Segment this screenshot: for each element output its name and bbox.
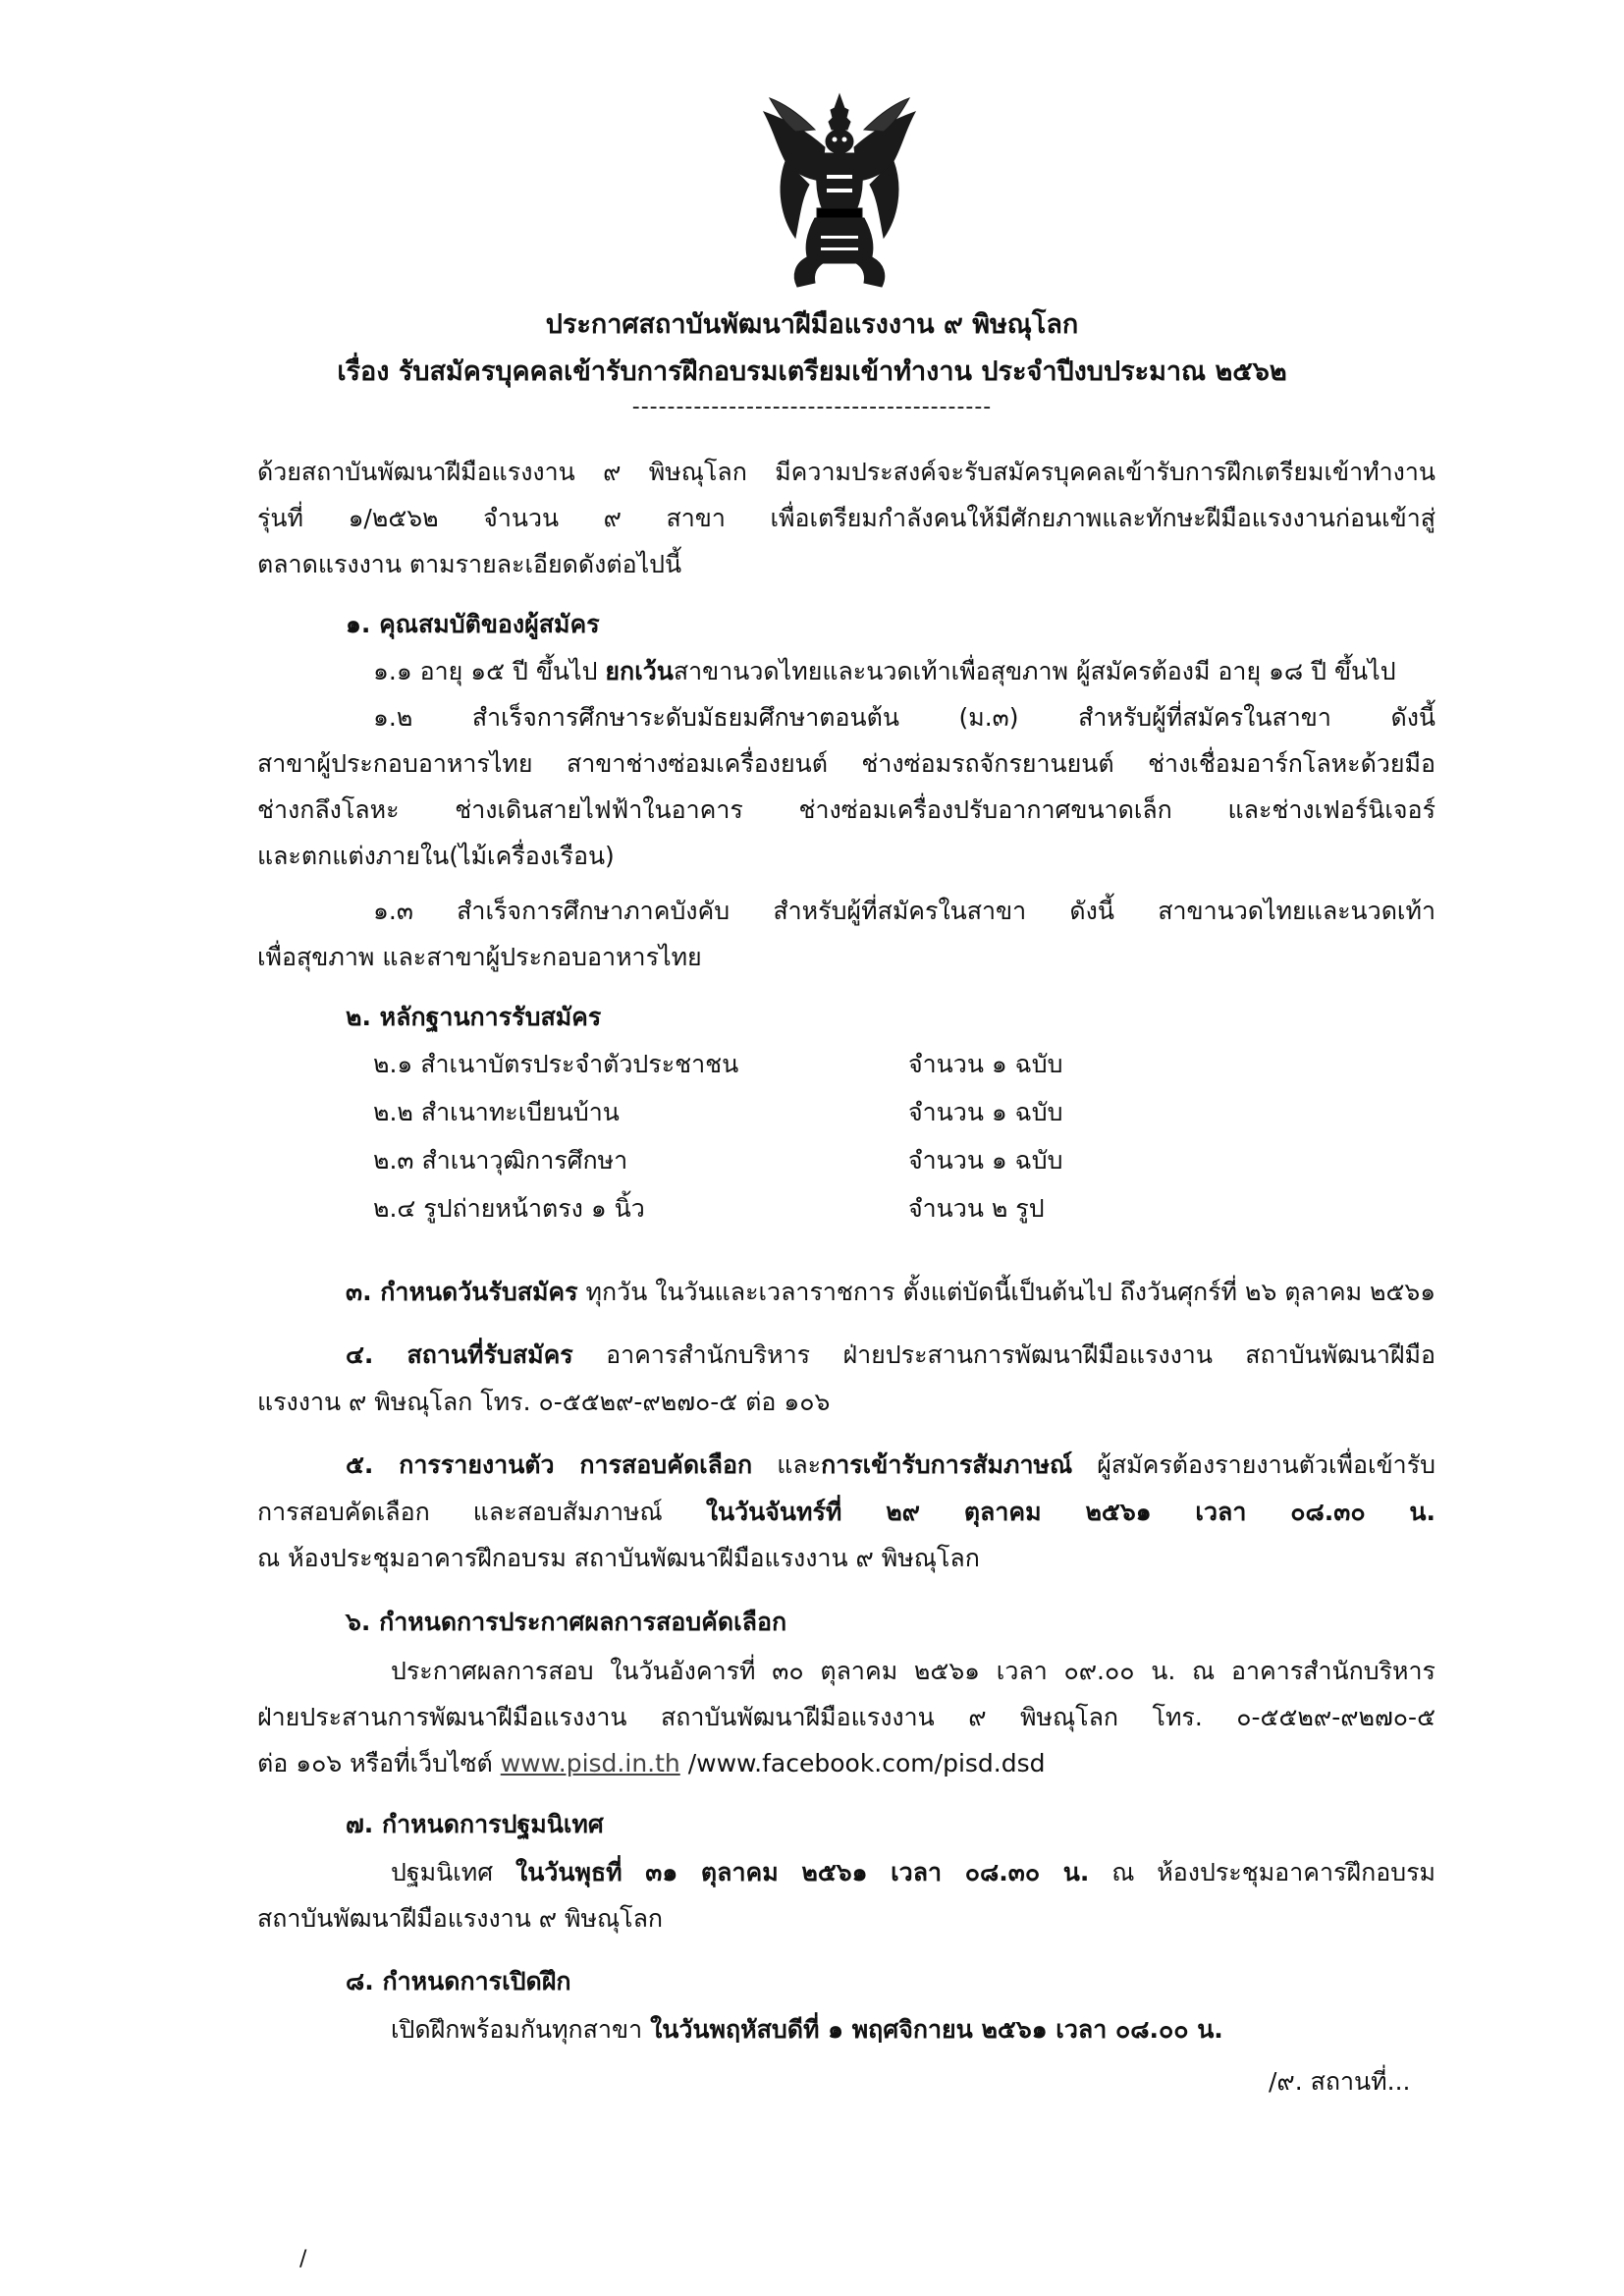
document-row	[373, 1141, 1119, 1180]
section-7-line-1a: ปฐมนิเทศ	[391, 1858, 516, 1886]
section-5-text: ผู้สมัครต้องรายงานตัวเพื่อเข้ารับ	[1072, 1450, 1435, 1479]
section-6-line-3a: ต่อ ๑๐๖ หรือที่เว็บไซต์	[257, 1749, 501, 1777]
document-row	[373, 1093, 1119, 1132]
section-4-line-2: แรงงาน ๙ พิษณุโลก โทร. ๐-๕๕๒๙-๙๒๗๐-๕ ต่อ ๑๐๖	[257, 1388, 831, 1416]
announcement-title: ประกาศสถาบันพัฒนาฝีมือแรงงาน ๙ พิษณุโลก	[545, 309, 1079, 340]
section-6-line-1: ประกาศผลการสอบ ในวันอังคารที่ ๓๐ ตุลาคม ๒๕๖๑ เวลา ๐๙.๐๐ น. ณ อาคารสำนักบริหาร	[391, 1657, 1435, 1685]
intro-line-2: รุ่นที่ ๑/๒๕๖๒ จำนวน ๙ สาขา เพื่อเตรียมกำลังคนให้มีศักยภาพและทักษะฝีมือแรงงานก่อนเข้าสู่	[257, 504, 1435, 532]
intro-line-1: ด้วยสถาบันพัฒนาฝีมือแรงงาน ๙ พิษณุโลก มีความประสงค์จะรับสมัครบุคคลเข้ารับการฝึกเตรียมเข้าทำงาน	[257, 458, 1435, 486]
section-8-line-1	[391, 2010, 1223, 2050]
section-3-text: ทุกวัน ในวันและเวลาราชการ ตั้งแต่บัดนี้เป็นต้นไป ถึงวันศุกร์ที่ ๒๖ ตุลาคม ๒๕๖๑	[577, 1278, 1436, 1306]
document-name: ๒.๒ สำเนาทะเบียนบ้าน	[373, 1098, 620, 1126]
section-1-item-2-line-2: สาขาผู้ประกอบอาหารไทย สาขาช่างซ่อมเครื่องยนต์ ช่างซ่อมรถจักรยานยนต์ ช่างเชื่อมอาร์กโลหะด้วยมือ	[257, 749, 1435, 778]
title-divider: -----------------------------------------	[631, 395, 993, 419]
page-continuation: /๙. สถานที่...	[1269, 2067, 1411, 2096]
section-5-and: และ	[752, 1450, 822, 1479]
section-8-line-1a: เปิดฝึกพร้อมกันทุกสาขา	[391, 2015, 651, 2044]
intro-line-3: ตลาดแรงงาน ตามรายละเอียดดังต่อไปนี้	[257, 550, 682, 578]
document-quantity: จำนวน ๑ ฉบับ	[908, 1098, 1063, 1126]
document-name: ๒.๑ สำเนาบัตรประจำตัวประชาชน	[373, 1050, 739, 1078]
section-5-line-3: ณ ห้องประชุมอาคารฝึกอบรม สถาบันพัฒนาฝีมือแรงงาน ๙ พิษณุโลก	[257, 1544, 980, 1572]
section-1-heading: ๑. คุณสมบัติของผู้สมัคร	[346, 610, 600, 638]
section-5-datetime: ในวันจันทร์ที่ ๒๙ ตุลาคม ๒๕๖๑ เวลา ๐๘.๓๐ น.	[705, 1498, 1436, 1526]
document-quantity: จำนวน ๑ ฉบับ	[908, 1050, 1063, 1078]
section-1-item-3-line-2: เพื่อสุขภาพ และสาขาผู้ประกอบอาหารไทย	[257, 943, 702, 971]
document-row	[373, 1189, 1119, 1229]
section-1-item-2-line-3: ช่างกลึงโลหะ ช่างเดินสายไฟฟ้าในอาคาร ช่างซ่อมเครื่องปรับอากาศขนาดเล็ก และช่างเฟอร์นิเจอร์	[257, 795, 1435, 824]
section-3	[346, 1273, 1435, 1312]
section-3-heading: ๓. กำหนดวันรับสมัคร	[346, 1278, 578, 1306]
item-1-1-exception: ยกเว้น	[605, 657, 674, 685]
document-quantity: จำนวน ๑ ฉบับ	[908, 1146, 1063, 1175]
item-1-1-text: ๑.๑ อายุ ๑๕ ปี ขึ้นไป	[373, 657, 606, 685]
document-quantity: จำนวน ๒ รูป	[908, 1194, 1045, 1223]
section-7-line-1c: ณ ห้องประชุมอาคารฝึกอบรม	[1089, 1858, 1436, 1886]
section-6-line-2: ฝ่ายประสานการพัฒนาฝีมือแรงงาน สถาบันพัฒนาฝีมือแรงงาน ๙ พิษณุโลก โทร. ๐-๕๕๒๙-๙๒๗๐-๕	[257, 1703, 1435, 1731]
section-1-item-3-line-1: ๑.๓ สำเร็จการศึกษาภาคบังคับ สำหรับผู้ที่สมัครในสาขา ดังนี้ สาขานวดไทยและนวดเท้า	[373, 897, 1435, 925]
section-5-line-2a: การสอบคัดเลือก และสอบสัมภาษณ์	[257, 1498, 706, 1526]
section-5-heading: ๕. การรายงานตัว การสอบคัดเลือก	[346, 1450, 753, 1479]
section-7-heading: ๗. กำหนดการปฐมนิเทศ	[346, 1810, 604, 1838]
section-5-line-2	[257, 1493, 1435, 1532]
section-1-item-2-line-4: และตกแต่งภายใน(ไม้เครื่องเรือน)	[257, 842, 615, 870]
section-1-item-2-line-1: ๑.๒ สำเร็จการศึกษาระดับมัธยมศึกษาตอนต้น (ม.๓) สำหรับผู้ที่สมัครในสาขา ดังนี้	[373, 703, 1435, 732]
section-7-datetime: ในวันพุธที่ ๓๑ ตุลาคม ๒๕๖๑ เวลา ๐๘.๓๐ น.	[515, 1858, 1090, 1886]
section-8-datetime: ในวันพฤหัสบดีที่ ๑ พฤศจิกายน ๒๕๖๑ เวลา ๐๘.๐๐ น.	[650, 2015, 1223, 2044]
section-4-text: อาคารสำนักบริหาร ฝ่ายประสานการพัฒนาฝีมือแรงงาน สถาบันพัฒนาฝีมือ	[572, 1340, 1436, 1369]
section-8-heading: ๘. กำหนดการเปิดฝึก	[346, 1967, 571, 1995]
section-4-heading: ๔. สถานที่รับสมัคร	[346, 1340, 573, 1369]
section-2-heading: ๒. หลักฐานการรับสมัคร	[346, 1003, 602, 1031]
document-name: ๒.๓ สำเนาวุฒิการศึกษา	[373, 1146, 628, 1175]
section-6-line-3	[257, 1744, 1046, 1783]
announcement-subject: เรื่อง รับสมัครบุคคลเข้ารับการฝึกอบรมเตรียมเข้าทำงาน ประจำปีงบประมาณ ๒๕๖๒	[337, 356, 1287, 387]
section-5-heading-2: การเข้ารับการสัมภาษณ์	[821, 1450, 1073, 1479]
facebook-link[interactable]: /www.facebook.com/pisd.dsd	[679, 1749, 1046, 1777]
section-7-line-2: สถาบันพัฒนาฝีมือแรงงาน ๙ พิษณุโลก	[257, 1904, 664, 1933]
section-6-heading: ๖. กำหนดการประกาศผลการสอบคัดเลือก	[346, 1608, 787, 1636]
section-4	[346, 1336, 1435, 1375]
website-link[interactable]: www.pisd.in.th	[500, 1749, 680, 1777]
section-1-item-1	[373, 652, 1396, 691]
section-7-line-1	[391, 1853, 1435, 1892]
document-name: ๒.๔ รูปถ่ายหน้าตรง ๑ นิ้ว	[373, 1194, 645, 1223]
garuda-emblem-icon	[756, 90, 923, 292]
item-1-1-text-2: สาขานวดไทยและนวดเท้าเพื่อสุขภาพ ผู้สมัครต้องมี อายุ ๑๘ ปี ขึ้นไป	[673, 657, 1396, 685]
document-row	[373, 1045, 1119, 1084]
section-5	[346, 1446, 1435, 1485]
stray-mark: /	[299, 2247, 307, 2271]
